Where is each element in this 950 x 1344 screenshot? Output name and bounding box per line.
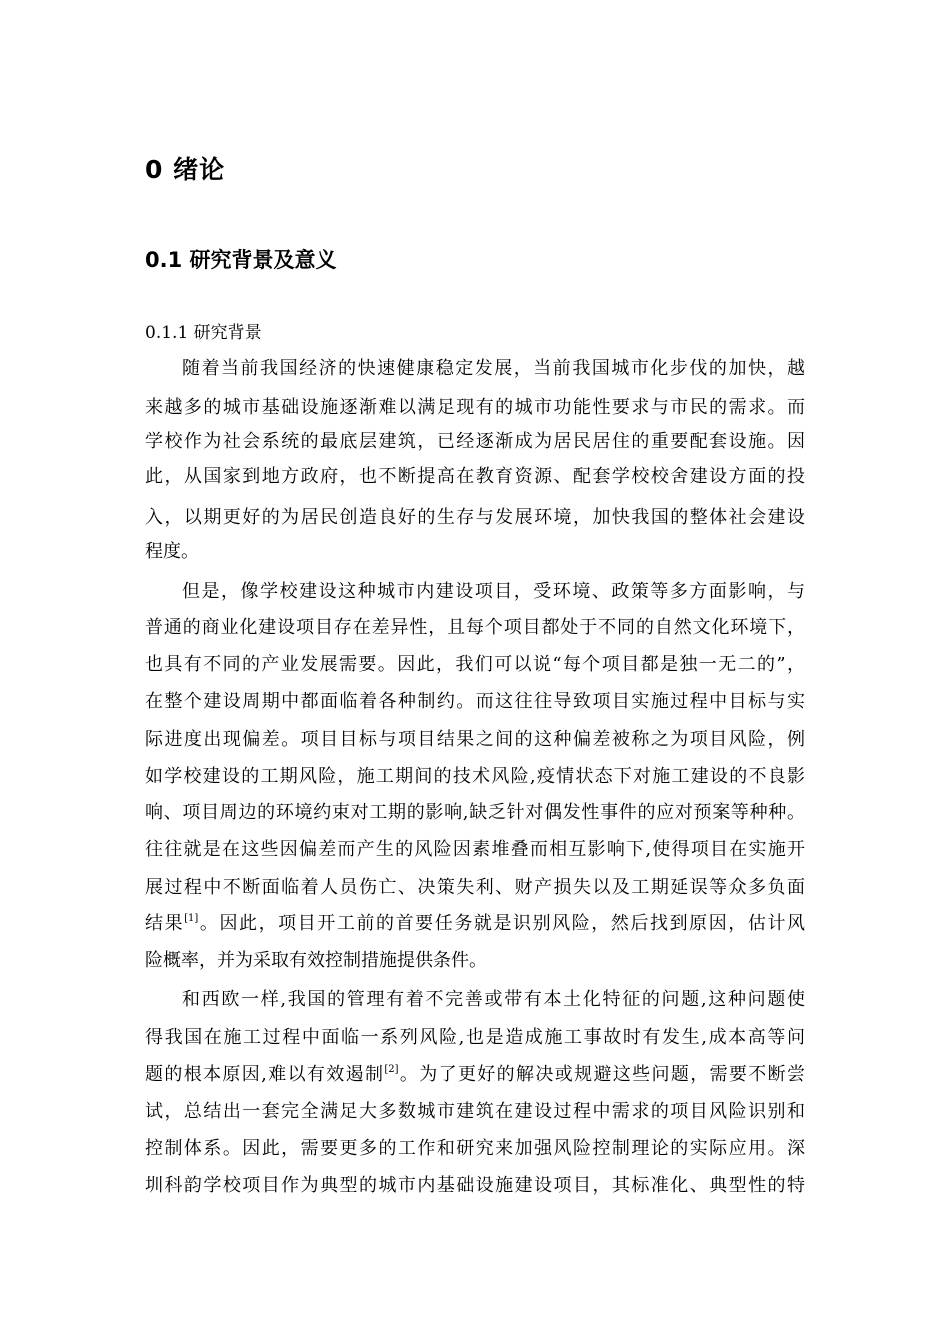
citation-ref: [2] — [384, 1064, 399, 1075]
paragraph-line: 程度。 — [145, 541, 199, 562]
paragraph-line: 学校作为社会系统的最底层建筑，已经逐渐成为居民居住的重要配套设施。因 — [145, 431, 805, 452]
paragraph-line: 在整个建设周期中都面临着各种制约。而这往往导致项目实施过程中目标与实 — [145, 691, 805, 712]
paragraph-line: 试，总结出一套完全满足大多数城市建筑在建设过程中需求的项目风险识别和 — [145, 1101, 805, 1122]
section-title: 0.1 研究背景及意义 — [145, 248, 337, 272]
paragraph-line: 圳科韵学校项目作为典型的城市内基础设施建设项目，其标准化、典型性的特 — [145, 1175, 805, 1196]
paragraph-line: 展过程中不断面临着人员伤亡、决策失利、财产损失以及工期延误等众多负面 — [145, 877, 805, 898]
paragraph-line: 也具有不同的产业发展需要。因此，我们可以说“每个项目都是独一无二的”， — [145, 654, 805, 675]
paragraph-line: 际进度出现偏差。项目目标与项目结果之间的这种偏差被称之为项目风险，例 — [145, 729, 805, 750]
line-text: 结果 — [145, 913, 185, 934]
line-text: 。因此，项目开工前的首要任务就是识别风险，然后找到原因，估计风 — [198, 913, 806, 934]
subsection-title: 0.1.1 研究背景 — [145, 323, 262, 343]
line-text: 。为了更好的解决或规避这些问题，需要不断尝 — [398, 1064, 805, 1085]
paragraph-line: 险概率，并为采取有效控制措施提供条件。 — [145, 950, 487, 971]
paragraph-line: 此，从国家到地方政府，也不断提高在教育资源、配套学校校舍建设方面的投 — [145, 466, 805, 487]
paragraph-line: 普通的商业化建设项目存在差异性，且每个项目都处于不同的自然文化环境下， — [145, 617, 805, 638]
line-text: 题的根本原因,难以有效遏制 — [145, 1064, 385, 1085]
chapter-title: 0 绪论 — [145, 155, 226, 184]
paragraph-line: 来越多的城市基础设施逐渐难以满足现有的城市功能性要求与市民的需求。而 — [145, 397, 805, 418]
paragraph-line: 如学校建设的工期风险，施工期间的技术风险,疫情状态下对施工建设的不良影 — [145, 766, 805, 787]
paragraph-line: 入，以期更好的为居民创造良好的生存与发展环境，加快我国的整体社会建设 — [145, 507, 805, 528]
paragraph-line — [145, 1062, 805, 1088]
paragraph-line: 响、项目周边的环境约束对工期的影响,缺乏针对偶发性事件的应对预案等种种。 — [145, 802, 805, 823]
paragraph-line — [145, 911, 805, 937]
paragraph-line: 往往就是在这些因偏差而产生的风险因素堆叠而相互影响下,使得项目在实施开 — [145, 839, 805, 860]
paragraph-line: 得我国在施工过程中面临一系列风险,也是造成施工事故时有发生,成本高等问 — [145, 1027, 805, 1048]
paragraph-line: 和西欧一样,我国的管理有着不完善或带有本土化特征的问题,这种问题使 — [182, 989, 805, 1010]
paragraph-line: 但是，像学校建设这种城市内建设项目，受环境、政策等多方面影响，与 — [182, 581, 805, 602]
paragraph-line: 控制体系。因此，需要更多的工作和研究来加强风险控制理论的实际应用。深 — [145, 1138, 805, 1159]
citation-ref: [1] — [184, 913, 199, 924]
paragraph-line: 随着当前我国经济的快速健康稳定发展，当前我国城市化步伐的加快，越 — [182, 358, 805, 379]
